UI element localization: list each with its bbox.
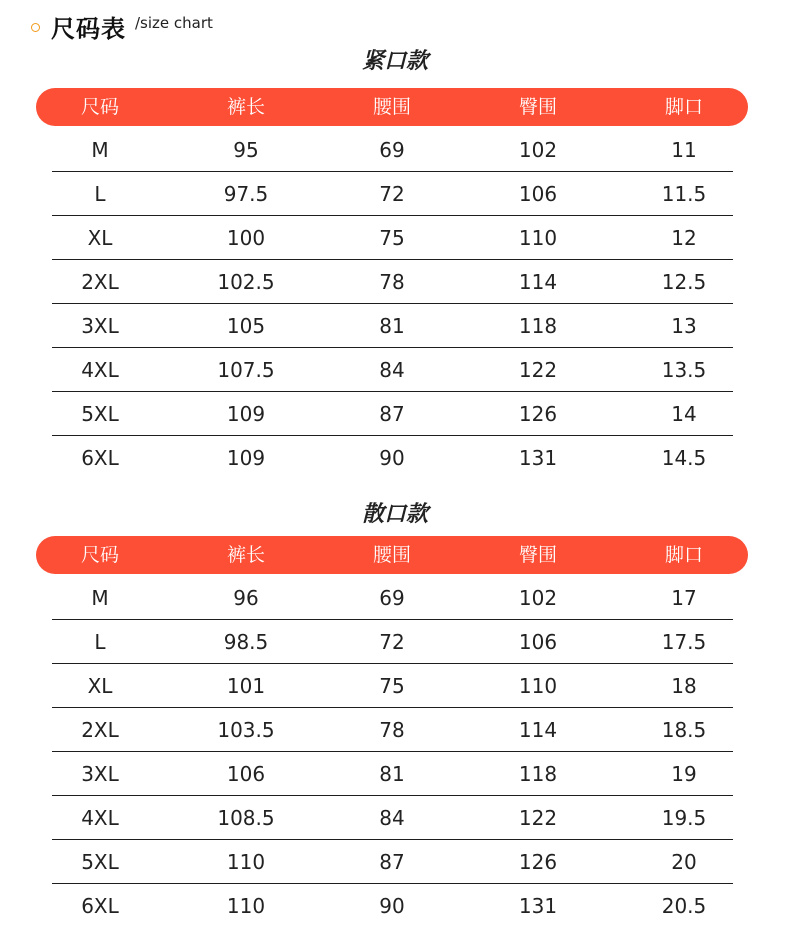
table-row	[0, 884, 790, 928]
column-header-length: 裤长	[226, 544, 265, 566]
cell-hip: 126	[518, 402, 558, 426]
cell-waist: 75	[379, 226, 405, 250]
column-header-size: 尺码	[80, 544, 119, 566]
cell-hip: 114	[518, 718, 558, 742]
column-header-hem: 脚口	[664, 96, 703, 118]
cell-hem: 20	[671, 850, 697, 874]
cell-hem: 14	[671, 402, 697, 426]
cell-length: 102.5	[217, 270, 275, 294]
cell-length: 98.5	[223, 630, 269, 654]
cell-size: 2XL	[81, 718, 119, 742]
table-row	[0, 128, 790, 172]
cell-hip: 131	[518, 894, 558, 918]
cell-waist: 81	[379, 314, 405, 338]
cell-hip: 106	[518, 182, 558, 206]
table-row	[0, 436, 790, 480]
column-header-length: 裤长	[226, 96, 265, 118]
cell-hip: 118	[518, 314, 558, 338]
table-row	[0, 260, 790, 304]
cell-size: 5XL	[81, 402, 119, 426]
cell-hip: 106	[518, 630, 558, 654]
cell-size: 4XL	[81, 806, 119, 830]
cell-waist: 69	[379, 586, 405, 610]
table-row	[0, 796, 790, 840]
table-row	[0, 348, 790, 392]
section-title: 散口款	[361, 502, 428, 527]
cell-size: L	[94, 630, 106, 654]
cell-length: 103.5	[217, 718, 275, 742]
cell-size: XL	[87, 674, 113, 698]
cell-hem: 11.5	[661, 182, 707, 206]
table-row	[0, 664, 790, 708]
cell-waist: 78	[379, 718, 405, 742]
table-row	[0, 752, 790, 796]
cell-size: 5XL	[81, 850, 119, 874]
cell-size: XL	[87, 226, 113, 250]
cell-hem: 18	[671, 674, 697, 698]
cell-length: 97.5	[223, 182, 269, 206]
cell-hem: 12.5	[661, 270, 707, 294]
cell-size: 2XL	[81, 270, 119, 294]
cell-waist: 87	[379, 850, 405, 874]
table-row	[0, 216, 790, 260]
column-header-hip: 臀围	[518, 544, 557, 566]
table-row	[0, 392, 790, 436]
cell-length: 106	[226, 762, 266, 786]
table-row	[0, 620, 790, 664]
cell-hip: 102	[518, 138, 558, 162]
cell-length: 108.5	[217, 806, 275, 830]
cell-waist: 72	[379, 630, 405, 654]
cell-waist: 75	[379, 674, 405, 698]
column-header-hem: 脚口	[664, 544, 703, 566]
cell-length: 96	[233, 586, 259, 610]
cell-hem: 13.5	[661, 358, 707, 382]
cell-hem: 12	[671, 226, 697, 250]
page-header	[0, 0, 790, 44]
cell-waist: 90	[379, 446, 405, 470]
cell-length: 101	[226, 674, 266, 698]
cell-hem: 11	[671, 138, 697, 162]
table-header-bar	[36, 88, 748, 126]
cell-hip: 110	[518, 674, 558, 698]
cell-size: 6XL	[81, 446, 119, 470]
cell-length: 109	[226, 446, 266, 470]
cell-length: 100	[226, 226, 266, 250]
cell-hem: 18.5	[661, 718, 707, 742]
cell-hem: 17	[671, 586, 697, 610]
cell-size: 4XL	[81, 358, 119, 382]
cell-waist: 90	[379, 894, 405, 918]
cell-waist: 72	[379, 182, 405, 206]
cell-length: 110	[226, 894, 266, 918]
cell-hip: 122	[518, 358, 558, 382]
cell-hip: 126	[518, 850, 558, 874]
cell-waist: 87	[379, 402, 405, 426]
cell-hem: 20.5	[661, 894, 707, 918]
column-header-waist: 腰围	[372, 544, 411, 566]
cell-waist: 69	[379, 138, 405, 162]
table-row	[0, 708, 790, 752]
circle-outline-icon	[31, 23, 40, 32]
cell-hip: 122	[518, 806, 558, 830]
cell-hem: 19	[671, 762, 697, 786]
column-header-size: 尺码	[80, 96, 119, 118]
cell-hip: 102	[518, 586, 558, 610]
cell-hip: 110	[518, 226, 558, 250]
cell-length: 109	[226, 402, 266, 426]
cell-waist: 81	[379, 762, 405, 786]
table-row	[0, 172, 790, 216]
column-header-waist: 腰围	[372, 96, 411, 118]
cell-waist: 84	[379, 358, 405, 382]
cell-size: M	[91, 138, 109, 162]
table-header-bar	[36, 536, 748, 574]
table-row	[0, 840, 790, 884]
column-header-hip: 臀围	[518, 96, 557, 118]
cell-size: 6XL	[81, 894, 119, 918]
cell-hip: 114	[518, 270, 558, 294]
cell-size: L	[94, 182, 106, 206]
table-row	[0, 576, 790, 620]
cell-waist: 84	[379, 806, 405, 830]
cell-hip: 131	[518, 446, 558, 470]
cell-length: 110	[226, 850, 266, 874]
table-row	[0, 304, 790, 348]
cell-length: 105	[226, 314, 266, 338]
cell-hem: 19.5	[661, 806, 707, 830]
page-title: 尺码表	[51, 15, 126, 43]
section-title: 紧口款	[361, 49, 428, 74]
cell-length: 95	[233, 138, 259, 162]
cell-waist: 78	[379, 270, 405, 294]
cell-hem: 14.5	[661, 446, 707, 470]
cell-size: M	[91, 586, 109, 610]
cell-hem: 17.5	[661, 630, 707, 654]
cell-length: 107.5	[217, 358, 275, 382]
cell-size: 3XL	[81, 314, 119, 338]
cell-hem: 13	[671, 314, 697, 338]
page-subtitle: /size chart	[135, 14, 213, 32]
cell-size: 3XL	[81, 762, 119, 786]
cell-hip: 118	[518, 762, 558, 786]
